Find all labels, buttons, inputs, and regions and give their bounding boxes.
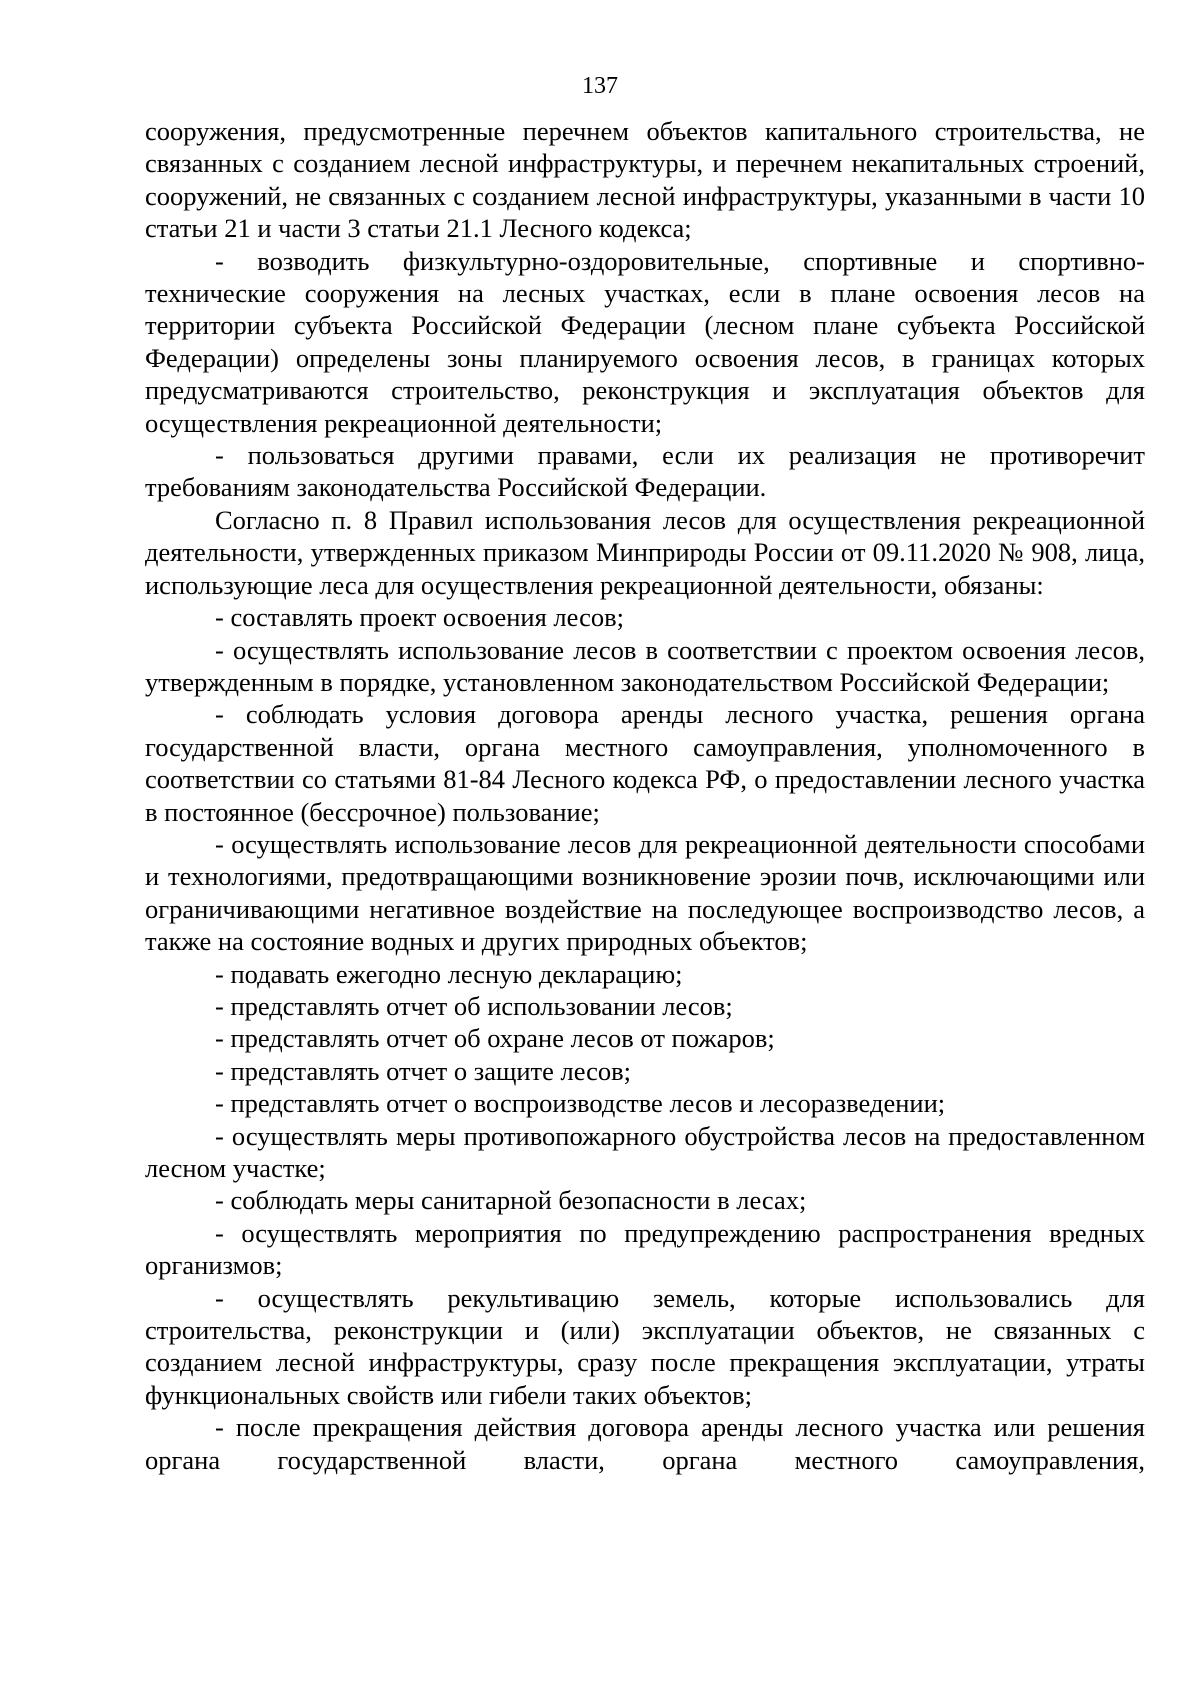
list-item-project-plan: - составлять проект освоения лесов; bbox=[215, 602, 624, 633]
paragraph-rules-obligations-intro: Согласно п. 8 Правил использования лесов для осуществления рекреационной деятельности, утвержденных приказом Минприроды России от 09.11.2020 № 908, лица, использующие леса для осуществления рекреационной деятельности, обязаны: bbox=[145, 504, 1145, 600]
list-item-fire-prevention-measures: - осуществлять меры противопожарного обустройства лесов на предоставленном лесном участке; bbox=[145, 1120, 1145, 1183]
list-item-usage-report: - представлять отчет об использовании лесов; bbox=[215, 990, 733, 1021]
paragraph-other-rights: - пользоваться другими правами, если их реализация не противоречит требованиям законодательства Российской Федерации. bbox=[145, 440, 1145, 503]
page-number: 137 bbox=[582, 73, 618, 99]
paragraph-build-sports-facilities: - возводить физкультурно-оздоровительные, спортивные и спортивно-технические сооружения на лесных участках, если в плане освоения лесов на территории субъекта Российской Федерации (лесном плане субъекта Российской Федерации) определены зоны планируемого освоения лесов, в границах которых предусматриваются строительство, реконструкция и эксплуатация объектов для осуществления рекреационной деятельности; bbox=[145, 245, 1145, 438]
list-item-after-lease-termination: - после прекращения действия договора аренды лесного участка или решения органа государственной власти, органа местного самоуправления, bbox=[145, 1412, 1145, 1475]
list-item-fire-protection-report: - представлять отчет об охране лесов от пожаров; bbox=[215, 1023, 775, 1054]
list-item-use-per-project: - осуществлять использование лесов в соответствии с проектом освоения лесов, утвержденным в порядке, установленном законодательством Российской Федерации; bbox=[145, 634, 1145, 697]
list-item-land-reclamation: - осуществлять рекультивацию земель, которые использовались для строительства, реконструкции и (или) эксплуатации объектов, не связанных с созданием лесной инфраструктуры, сразу после прекращения эксплуатации, утраты функциональных свойств или гибели таких объектов; bbox=[145, 1282, 1145, 1410]
list-item-pest-prevention: - осуществлять мероприятия по предупреждению распространения вредных организмов; bbox=[145, 1217, 1145, 1281]
list-item-forest-declaration: - подавать ежегодно лесную декларацию; bbox=[215, 958, 683, 989]
list-item-protection-report: - представлять отчет о защите лесов; bbox=[215, 1055, 632, 1086]
body-text bbox=[145, 115, 1145, 1476]
list-item-sanitary-safety: - соблюдать меры санитарной безопасности в лесах; bbox=[215, 1185, 807, 1216]
paragraph-structures-continued: сооружения, предусмотренные перечнем объектов капитального строительства, не связанных с созданием лесной инфраструктуры, и перечнем некапитальных строений, сооружений, не связанных с созданием лесной инфраструктуры, указанными в части 10 статьи 21 и части 3 статьи 21.1 Лесного кодекса; bbox=[145, 116, 1145, 244]
list-item-reproduction-report: - представлять отчет о воспроизводстве лесов и лесоразведении; bbox=[215, 1088, 946, 1119]
list-item-lease-conditions: - соблюдать условия договора аренды лесного участка, решения органа государственной власти, органа местного самоуправления, уполномоченного в соответствии со статьями 81-84 Лесного кодекса РФ, о предоставлении лесного участка в постоянное (бессрочное) пользование; bbox=[145, 699, 1145, 827]
list-item-erosion-prevention: - осуществлять использование лесов для рекреационной деятельности способами и технологиями, предотвращающими возникновение эрозии почв, исключающими или ограничивающими негативное воздействие на последующее воспроизводство лесов, а также на состояние водных и других природных объектов; bbox=[145, 828, 1145, 957]
